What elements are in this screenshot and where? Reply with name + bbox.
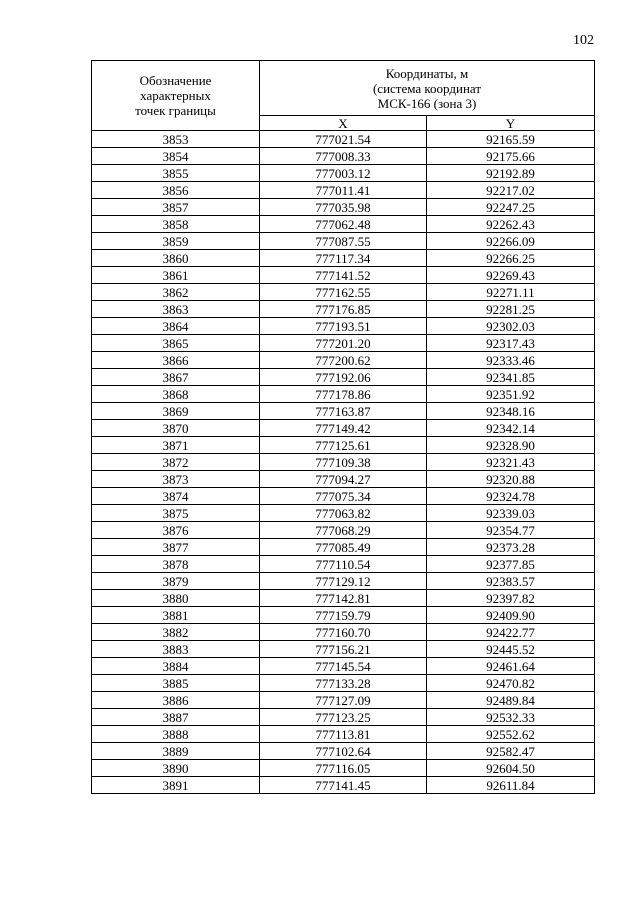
x-coordinate-cell: 777145.54: [260, 658, 427, 675]
y-coordinate-cell: 92354.77: [427, 522, 595, 539]
x-coordinate-cell: 777201.20: [260, 335, 427, 352]
table-row: [92, 488, 595, 505]
point-id-cell: 3884: [92, 658, 260, 675]
y-coordinate-cell: 92321.43: [427, 454, 595, 471]
table-row: [92, 420, 595, 437]
point-id-cell: 3889: [92, 743, 260, 760]
table-row: [92, 403, 595, 420]
y-coordinate-cell: 92269.43: [427, 267, 595, 284]
x-coordinate-cell: 777141.45: [260, 777, 427, 794]
y-coordinate-cell: 92271.11: [427, 284, 595, 301]
point-id-cell: 3885: [92, 675, 260, 692]
point-id-cell: 3858: [92, 216, 260, 233]
point-id-cell: 3865: [92, 335, 260, 352]
x-coordinate-cell: 777062.48: [260, 216, 427, 233]
table-row: [92, 148, 595, 165]
table-row: [92, 182, 595, 199]
x-coordinate-cell: 777149.42: [260, 420, 427, 437]
table-row: [92, 726, 595, 743]
x-coordinate-cell: 777109.38: [260, 454, 427, 471]
point-id-cell: 3873: [92, 471, 260, 488]
y-coordinate-cell: 92383.57: [427, 573, 595, 590]
point-id-cell: 3872: [92, 454, 260, 471]
y-coordinate-cell: 92175.66: [427, 148, 595, 165]
x-coordinate-cell: 777178.86: [260, 386, 427, 403]
point-header-line: характерных: [140, 88, 211, 103]
y-coordinate-cell: 92317.43: [427, 335, 595, 352]
y-coordinate-cell: 92217.02: [427, 182, 595, 199]
x-coordinate-cell: 777035.98: [260, 199, 427, 216]
point-id-cell: 3854: [92, 148, 260, 165]
point-id-cell: 3887: [92, 709, 260, 726]
y-coordinate-cell: 92397.82: [427, 590, 595, 607]
point-id-cell: 3881: [92, 607, 260, 624]
point-id-cell: 3891: [92, 777, 260, 794]
y-coordinate-cell: 92262.43: [427, 216, 595, 233]
y-coordinate-cell: 92341.85: [427, 369, 595, 386]
table-row: [92, 284, 595, 301]
table-row: [92, 658, 595, 675]
point-id-cell: 3856: [92, 182, 260, 199]
table-row: [92, 131, 595, 148]
coordinates-table: [91, 60, 595, 794]
point-id-cell: 3853: [92, 131, 260, 148]
table-row: [92, 607, 595, 624]
point-id-cell: 3859: [92, 233, 260, 250]
y-coordinate-cell: 92247.25: [427, 199, 595, 216]
table-header: [92, 61, 595, 131]
point-id-cell: 3867: [92, 369, 260, 386]
point-id-cell: 3866: [92, 352, 260, 369]
table-row: [92, 165, 595, 182]
point-header-line: Обозначение: [139, 73, 212, 88]
x-coordinate-cell: 777133.28: [260, 675, 427, 692]
y-coordinate-cell: 92409.90: [427, 607, 595, 624]
y-coordinate-cell: 92351.92: [427, 386, 595, 403]
y-coordinate-cell: 92328.90: [427, 437, 595, 454]
table-row: [92, 675, 595, 692]
x-coordinate-cell: 777176.85: [260, 301, 427, 318]
x-coordinate-cell: 777125.61: [260, 437, 427, 454]
point-id-cell: 3871: [92, 437, 260, 454]
x-coordinate-cell: 777192.06: [260, 369, 427, 386]
table-row: [92, 250, 595, 267]
table-row: [92, 454, 595, 471]
y-coordinate-cell: 92266.25: [427, 250, 595, 267]
table-row: [92, 437, 595, 454]
table-row: [92, 590, 595, 607]
x-coordinate-cell: 777094.27: [260, 471, 427, 488]
y-coordinate-cell: 92604.50: [427, 760, 595, 777]
point-id-cell: 3879: [92, 573, 260, 590]
y-coordinate-cell: 92377.85: [427, 556, 595, 573]
table-row: [92, 301, 595, 318]
x-coordinate-cell: 777110.54: [260, 556, 427, 573]
x-coordinate-cell: 777129.12: [260, 573, 427, 590]
table-row: [92, 352, 595, 369]
y-coordinate-cell: 92165.59: [427, 131, 595, 148]
y-coordinate-cell: 92339.03: [427, 505, 595, 522]
table-row: [92, 777, 595, 794]
x-coordinate-cell: 777163.87: [260, 403, 427, 420]
table-row: [92, 556, 595, 573]
y-coordinate-cell: 92324.78: [427, 488, 595, 505]
point-id-cell: 3886: [92, 692, 260, 709]
x-column-header: X: [260, 116, 427, 131]
point-header-line: точек границы: [135, 103, 216, 118]
point-id-cell: 3869: [92, 403, 260, 420]
x-coordinate-cell: 777063.82: [260, 505, 427, 522]
point-id-cell: 3857: [92, 199, 260, 216]
x-coordinate-cell: 777160.70: [260, 624, 427, 641]
y-coordinate-cell: 92552.62: [427, 726, 595, 743]
point-id-cell: 3868: [92, 386, 260, 403]
y-coordinate-cell: 92445.52: [427, 641, 595, 658]
point-id-cell: 3863: [92, 301, 260, 318]
y-coordinate-cell: 92422.77: [427, 624, 595, 641]
table-body: [92, 131, 595, 794]
x-coordinate-cell: 777141.52: [260, 267, 427, 284]
table-row: [92, 539, 595, 556]
y-coordinate-cell: 92281.25: [427, 301, 595, 318]
y-coordinate-cell: 92582.47: [427, 743, 595, 760]
point-id-cell: 3878: [92, 556, 260, 573]
table-row: [92, 471, 595, 488]
x-coordinate-cell: 777008.33: [260, 148, 427, 165]
y-coordinate-cell: 92192.89: [427, 165, 595, 182]
x-coordinate-cell: 777087.55: [260, 233, 427, 250]
x-coordinate-cell: 777127.09: [260, 692, 427, 709]
coordinates-group-header: [260, 61, 595, 116]
x-coordinate-cell: 777021.54: [260, 131, 427, 148]
table-row: [92, 318, 595, 335]
coords-header-line: Координаты, м: [385, 65, 469, 81]
y-coordinate-cell: 92461.64: [427, 658, 595, 675]
x-coordinate-cell: 777162.55: [260, 284, 427, 301]
page-number: 102: [573, 33, 594, 48]
x-coordinate-cell: 777011.41: [260, 182, 427, 199]
table-row: [92, 709, 595, 726]
y-coordinate-cell: 92320.88: [427, 471, 595, 488]
point-id-cell: 3876: [92, 522, 260, 539]
table-row: [92, 505, 595, 522]
table-row: [92, 386, 595, 403]
table-row: [92, 624, 595, 641]
table-row: [92, 573, 595, 590]
y-coordinate-cell: 92489.84: [427, 692, 595, 709]
table-row: [92, 216, 595, 233]
x-coordinate-cell: 777156.21: [260, 641, 427, 658]
y-coordinate-cell: 92302.03: [427, 318, 595, 335]
x-coordinate-cell: 777113.81: [260, 726, 427, 743]
point-id-cell: 3883: [92, 641, 260, 658]
y-coordinate-cell: 92470.82: [427, 675, 595, 692]
table-row: [92, 267, 595, 284]
point-id-cell: 3880: [92, 590, 260, 607]
y-column-header: Y: [427, 116, 595, 131]
table-row: [92, 369, 595, 386]
point-id-cell: 3875: [92, 505, 260, 522]
x-coordinate-cell: 777102.64: [260, 743, 427, 760]
table-row: [92, 522, 595, 539]
x-coordinate-cell: 777068.29: [260, 522, 427, 539]
y-coordinate-cell: 92373.28: [427, 539, 595, 556]
y-coordinate-cell: 92266.09: [427, 233, 595, 250]
y-coordinate-cell: 92611.84: [427, 777, 595, 794]
table-row: [92, 743, 595, 760]
table-row: [92, 233, 595, 250]
point-id-cell: 3870: [92, 420, 260, 437]
x-coordinate-cell: 777193.51: [260, 318, 427, 335]
x-coordinate-cell: 777116.05: [260, 760, 427, 777]
x-coordinate-cell: 777142.81: [260, 590, 427, 607]
x-coordinate-cell: 777075.34: [260, 488, 427, 505]
coords-header-line: МСК-166 (зона 3): [377, 95, 477, 111]
point-id-cell: 3864: [92, 318, 260, 335]
coords-header-line: (система координат: [372, 80, 482, 96]
y-coordinate-cell: 92348.16: [427, 403, 595, 420]
table-row: [92, 335, 595, 352]
x-coordinate-cell: 777123.25: [260, 709, 427, 726]
point-id-cell: 3874: [92, 488, 260, 505]
x-coordinate-cell: 777003.12: [260, 165, 427, 182]
point-id-cell: 3861: [92, 267, 260, 284]
point-id-cell: 3860: [92, 250, 260, 267]
table-row: [92, 760, 595, 777]
y-coordinate-cell: 92532.33: [427, 709, 595, 726]
y-coordinate-cell: 92333.46: [427, 352, 595, 369]
table-row: [92, 641, 595, 658]
x-coordinate-cell: 777200.62: [260, 352, 427, 369]
point-id-cell: 3882: [92, 624, 260, 641]
x-coordinate-cell: 777085.49: [260, 539, 427, 556]
point-id-cell: 3888: [92, 726, 260, 743]
point-id-cell: 3862: [92, 284, 260, 301]
table-row: [92, 199, 595, 216]
point-id-cell: 3877: [92, 539, 260, 556]
table-row: [92, 692, 595, 709]
y-coordinate-cell: 92342.14: [427, 420, 595, 437]
point-id-cell: 3890: [92, 760, 260, 777]
point-designation-header: [92, 61, 260, 131]
x-coordinate-cell: 777117.34: [260, 250, 427, 267]
point-id-cell: 3855: [92, 165, 260, 182]
x-coordinate-cell: 777159.79: [260, 607, 427, 624]
